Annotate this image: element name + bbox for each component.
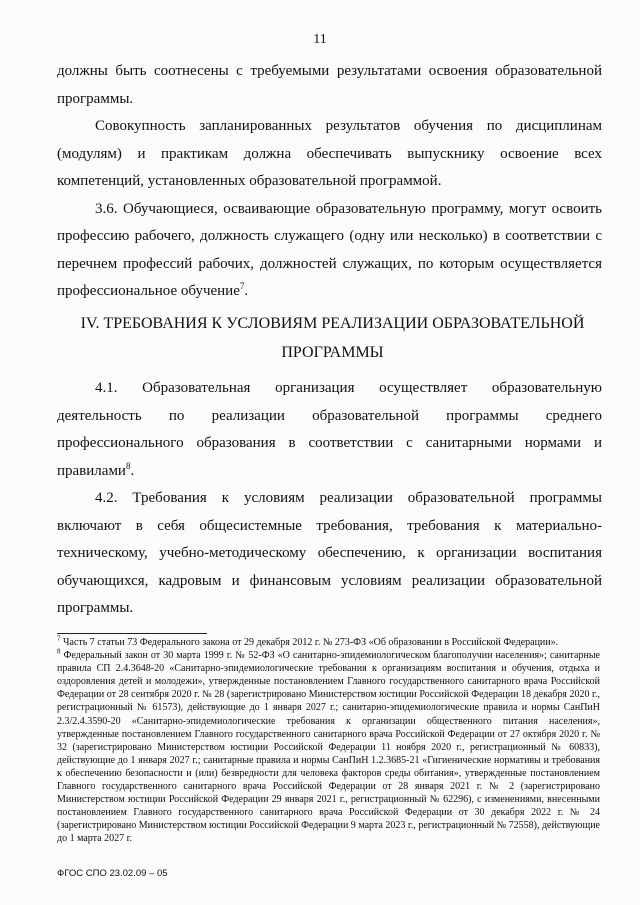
section-heading-iv (80, 309, 585, 367)
footnote-ref-7[interactable]: 7 (239, 281, 245, 291)
body-text-upper (57, 58, 602, 306)
paragraph-4-1-text: 4.1. Образовательная организация осуществляет образовательную деятельность по реализации образовательной программы среднего профессионального образования в соответствии с санитарными нормами и правилами (57, 380, 602, 479)
footnote-8-number: 8 (57, 647, 61, 656)
footnote-separator (57, 633, 207, 634)
footnotes (57, 636, 600, 846)
paragraph-4-1-end: . (130, 462, 135, 479)
footnote-7 (57, 636, 600, 649)
paragraph-continuation: должны быть соотнесены с требуемыми результатами освоения образовательной программы. (57, 63, 602, 107)
paragraph-3-6-end: . (244, 283, 249, 299)
paragraph-3-6 (57, 196, 602, 306)
paragraph-4-2: 4.2. Требования к условиям реализации образовательной программы включают в себя общесистемные требования, требования к материально-техническому, учебно-методическому обеспечению, к организации воспитания обучающихся, кадровым и финансовым условиям реализации образовательной программы. (57, 490, 602, 616)
footnote-ref-8[interactable]: 8 (125, 460, 131, 471)
paragraph-4-1 (57, 375, 602, 485)
heading-line-2: ПРОГРАММЫ (281, 344, 384, 361)
paragraph-3-6-text: 3.6. Обучающиеся, осваивающие образовательную программу, могут освоить профессию рабочего, должность служащего (одну или несколько) в соответствии с перечнем профессий рабочих, должностей служащих, по которым осуществляется профессиональное обучение (57, 200, 602, 299)
footnote-8 (57, 649, 600, 845)
document-footer: ФГОС СПО 23.02.09 – 05 (57, 868, 168, 879)
heading-line-1: IV. ТРЕБОВАНИЯ К УСЛОВИЯМ РЕАЛИЗАЦИИ ОБРАЗОВАТЕЛЬНОЙ (80, 315, 585, 332)
footnote-7-text: Часть 7 статьи 73 Федерального закона от 29 декабря 2012 г. № 273-ФЗ «Об образовании в Российской Федерации». (60, 637, 559, 648)
page-number: 11 (313, 32, 327, 47)
footnote-7-number: 7 (57, 634, 61, 643)
footnote-8-text: Федеральный закон от 30 марта 1999 г. № 52-ФЗ «О санитарно-эпидемиологическом благополучии населения»; санитарные правила СП 2.4.3648-20 «Санитарно-эпидемиологические требования к организациям воспитания и обучения, отдыха и оздоровления детей и молодежи», утвержденные постановлением Главного государственного санитарного врача Российской Федерации от 28 сентября 2020 г. № 28 (зарегистрировано Министерством юстиции Российской Федерации 18 декабря 2020 г., регистрационный № 61573), действующие до 1 января 2027 г.; санитарно-эпидемиологические правила и нормы СанПиН 2.3/2.4.3590-20 «Санитарно-эпидемиологические требования к организации общественного питания населения», утвержденные постановлением Главного государственного санитарного врача Российской Федерации от 27 октября 2020 г. № 32 (зарегистрировано Министерством юстиции Российской Федерации 11 ноября 2020 г., регистрационный № 60833), действующие до 1 января 2027 г.; санитарные правила и нормы СанПиН 1.2.3685-21 «Гигиенические нормативы и требования к обеспечению безопасности и (или) безвредности для человека факторов среды обитания», утвержденные постановлением Главного государственного санитарного врача Российской Федерации от 28 января 2021 г. № 2 (зарегистрировано Министерством юстиции Российской Федерации 29 января 2021 г., регистрационный № 62296), с изменениями, внесенными постановлением Главного государственного санитарного врача Российской Федерации от 30 декабря 2022 г. № 24 (зарегистрировано Министерством юстиции Российской Федерации 9 марта 2023 г., регистрационный № 72558), действующие до 1 марта 2027 г. (57, 650, 600, 845)
paragraph-learning-results: Совокупность запланированных результатов обучения по дисциплинам (модулям) и практикам должна обеспечивать выпускнику освоение всех компетенций, установленных образовательной программой. (57, 118, 602, 189)
body-text-lower (57, 375, 602, 623)
